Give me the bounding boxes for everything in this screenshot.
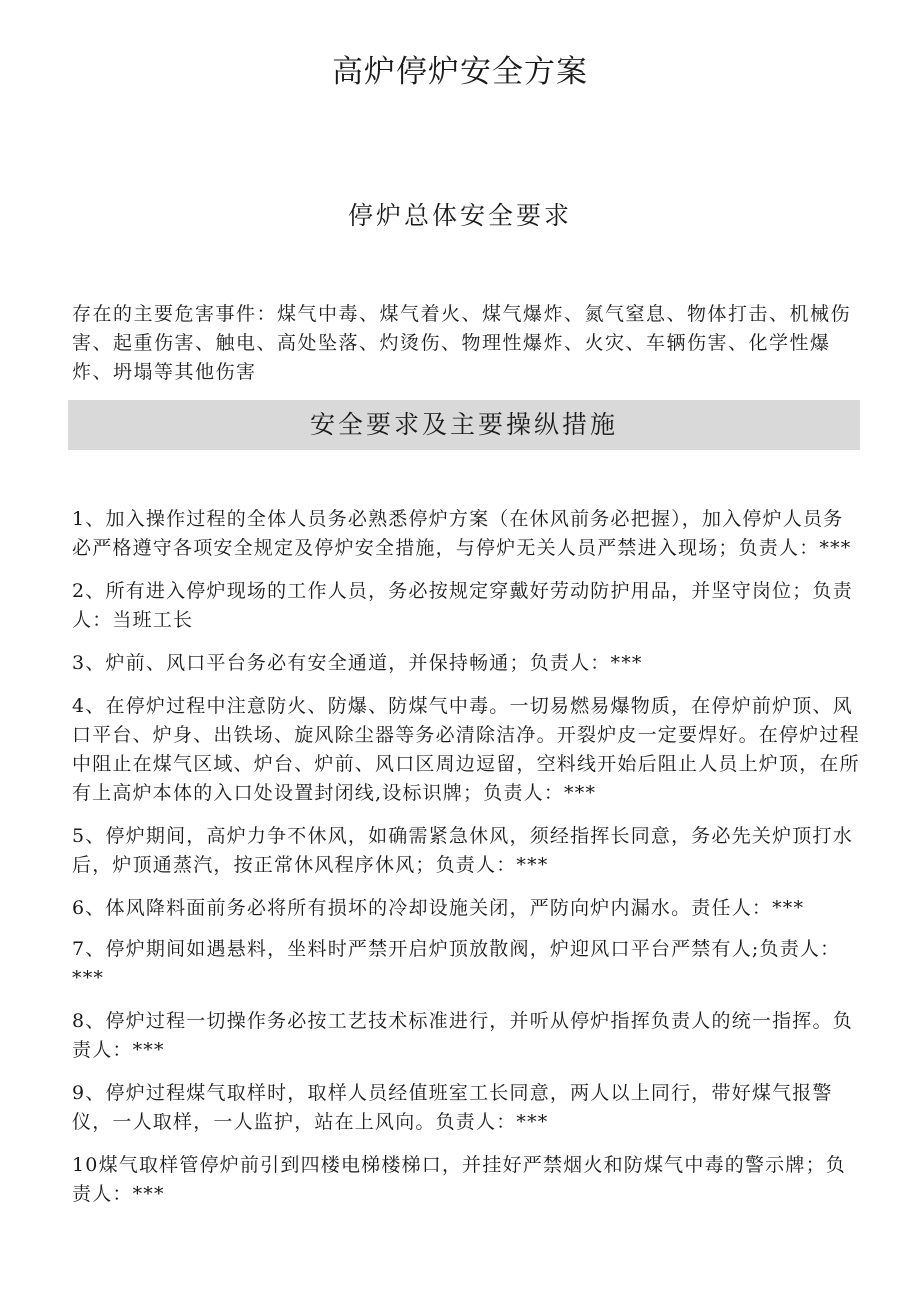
- section-banner: [68, 400, 860, 450]
- document-title: 高炉停炉安全方案: [332, 54, 588, 90]
- list-item: 1、加入操作过程的全体人员务必熟悉停炉方案（在休风前务必把握），加入停炉人员务必严格遵守各项安全规定及停炉安全措施，与停炉无关人员严禁进入现场；负责人：***: [72, 508, 852, 559]
- requirements-list: [72, 505, 862, 1223]
- list-item: 7、停炉期间如遇悬料，坐料时严禁开启炉顶放散阀，炉迎风口平台严禁有人;负责人：***: [72, 938, 841, 989]
- list-item: 6、体风降料面前务必将所有损坏的冷却设施关闭，严防向炉内漏水。责任人：***: [72, 897, 805, 919]
- section-title: 停炉总体安全要求: [347, 201, 572, 230]
- list-item: 2、所有进入停炉现场的工作人员，务必按规定穿戴好劳动防护用品，并坚守岗位；负责人：当班工长: [72, 580, 853, 631]
- list-item: 10煤气取样管停炉前引到四楼电梯楼梯口，并挂好严禁烟火和防煤气中毒的警示牌；负责人：***: [72, 1154, 846, 1205]
- list-item: 3、炉前、风口平台务必有安全通道，并保持畅通；负责人：***: [72, 652, 643, 674]
- list-item: 5、停炉期间，高炉力争不休风，如确需紧急休风，须经指挥长同意，务必先关炉顶打水后，炉顶通蒸汽，按正常休风程序休风；负责人：***: [72, 825, 853, 876]
- list-item: 8、停炉过程一切操作务必按工艺技术标准进行，并听从停炉指挥负责人的统一指挥。负责人：***: [72, 1010, 853, 1061]
- banner-title: 安全要求及主要操纵措施: [309, 410, 618, 439]
- hazards-paragraph: 存在的主要危害事件：煤气中毒、煤气着火、煤气爆炸、氮气窒息、物体打击、机械伤害、起重伤害、触电、高处坠落、灼烫伤、物理性爆炸、火灾、车辆伤害、化学性爆炸、坍塌等其他伤害: [72, 303, 852, 383]
- list-item: 9、停炉过程煤气取样时，取样人员经值班室工长同意，两人以上同行，带好煤气报警仪，一人取样，一人监护，站在上风向。负责人：***: [72, 1082, 833, 1133]
- list-item: 4、在停炉过程中注意防火、防爆、防煤气中毒。一切易燃易爆物质，在停炉前炉顶、风口平台、炉身、出铁场、旋风除尘器等务必清除洁净。开裂炉皮一定要焊好。在停炉过程中阻止在煤气区域、炉台、炉前、风口区周边逗留，空料线开始后阻止人员上炉顶，在所有上高炉本体的入口处设置封闭线,设标识牌；负责人：***: [72, 695, 860, 804]
